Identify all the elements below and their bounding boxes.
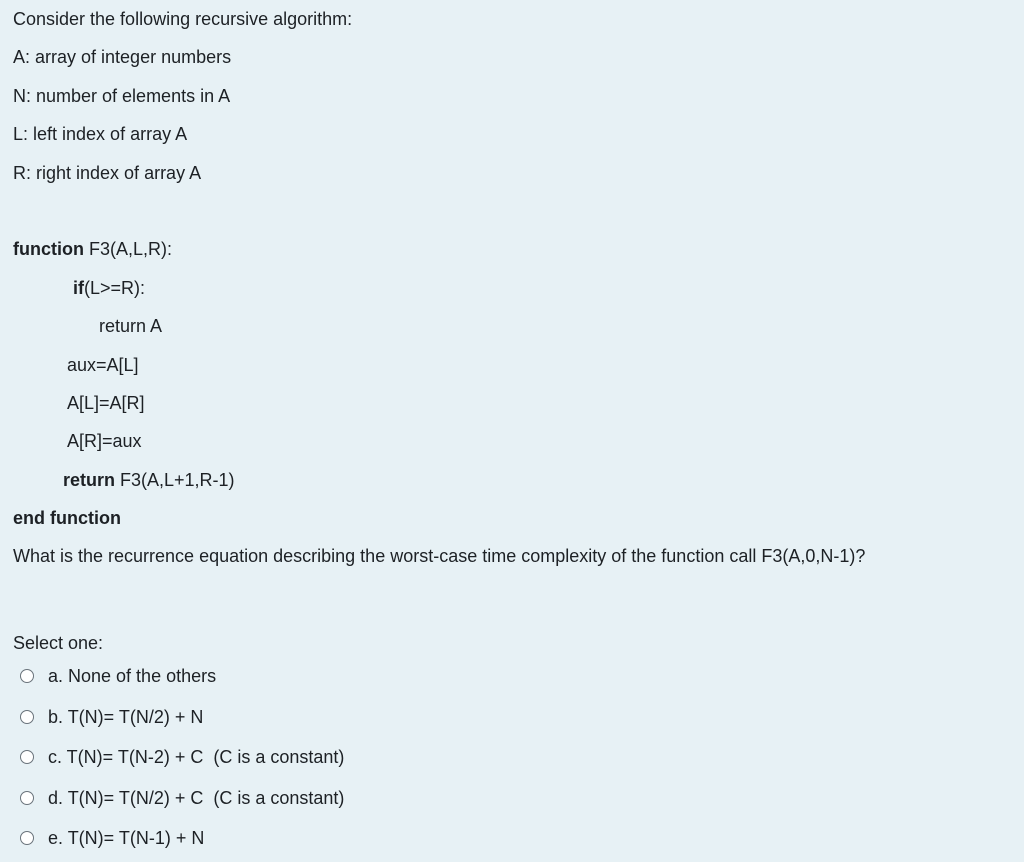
- code-function-line: [13, 238, 172, 260]
- radio-button-e[interactable]: [20, 831, 34, 845]
- code-if-line: [73, 277, 145, 299]
- definition-n: N: number of elements in A: [13, 86, 231, 106]
- code-end-function-line: end function: [13, 508, 121, 528]
- intro-title: Consider the following recursive algorithm:: [13, 9, 353, 29]
- radio-button-c[interactable]: [20, 750, 34, 764]
- answer-option-b[interactable]: [20, 705, 203, 729]
- function-keyword: function: [13, 239, 84, 259]
- code-aux-line: aux=A[L]: [67, 355, 139, 375]
- code-ar-line: A[R]=aux: [67, 431, 142, 451]
- definition-l: L: left index of array A: [13, 124, 188, 144]
- answer-option-c[interactable]: [20, 745, 344, 769]
- return-call: F3(A,L+1,R-1): [115, 470, 235, 490]
- radio-button-d[interactable]: [20, 791, 34, 805]
- radio-button-b[interactable]: [20, 710, 34, 724]
- answer-option-label: e. T(N)= T(N-1) + N: [48, 827, 205, 848]
- question-prompt: What is the recurrence equation describing the worst-case time complexity of the function call F3(A,0,N-1)?: [13, 546, 866, 566]
- select-one-label: Select one:: [13, 633, 104, 653]
- answer-option-a[interactable]: [20, 664, 216, 688]
- answer-option-label: d. T(N)= T(N/2) + C (C is a constant): [48, 787, 345, 808]
- if-keyword: if: [73, 278, 84, 298]
- return-keyword: return: [63, 470, 116, 490]
- definition-r: R: right index of array A: [13, 163, 202, 183]
- function-signature: F3(A,L,R):: [83, 239, 172, 259]
- answer-option-label: b. T(N)= T(N/2) + N: [48, 706, 204, 727]
- answer-option-label: a. None of the others: [48, 665, 217, 686]
- answer-option-d[interactable]: [20, 786, 344, 810]
- definition-a: A: array of integer numbers: [13, 47, 232, 67]
- code-al-line: A[L]=A[R]: [67, 393, 145, 413]
- answer-option-e[interactable]: [20, 826, 204, 850]
- if-condition: (L>=R):: [84, 278, 146, 298]
- answer-option-label: c. T(N)= T(N-2) + C (C is a constant): [48, 746, 345, 767]
- radio-button-a[interactable]: [20, 669, 34, 683]
- code-return-a-line: return A: [99, 316, 163, 336]
- code-return-call-line: [63, 469, 235, 491]
